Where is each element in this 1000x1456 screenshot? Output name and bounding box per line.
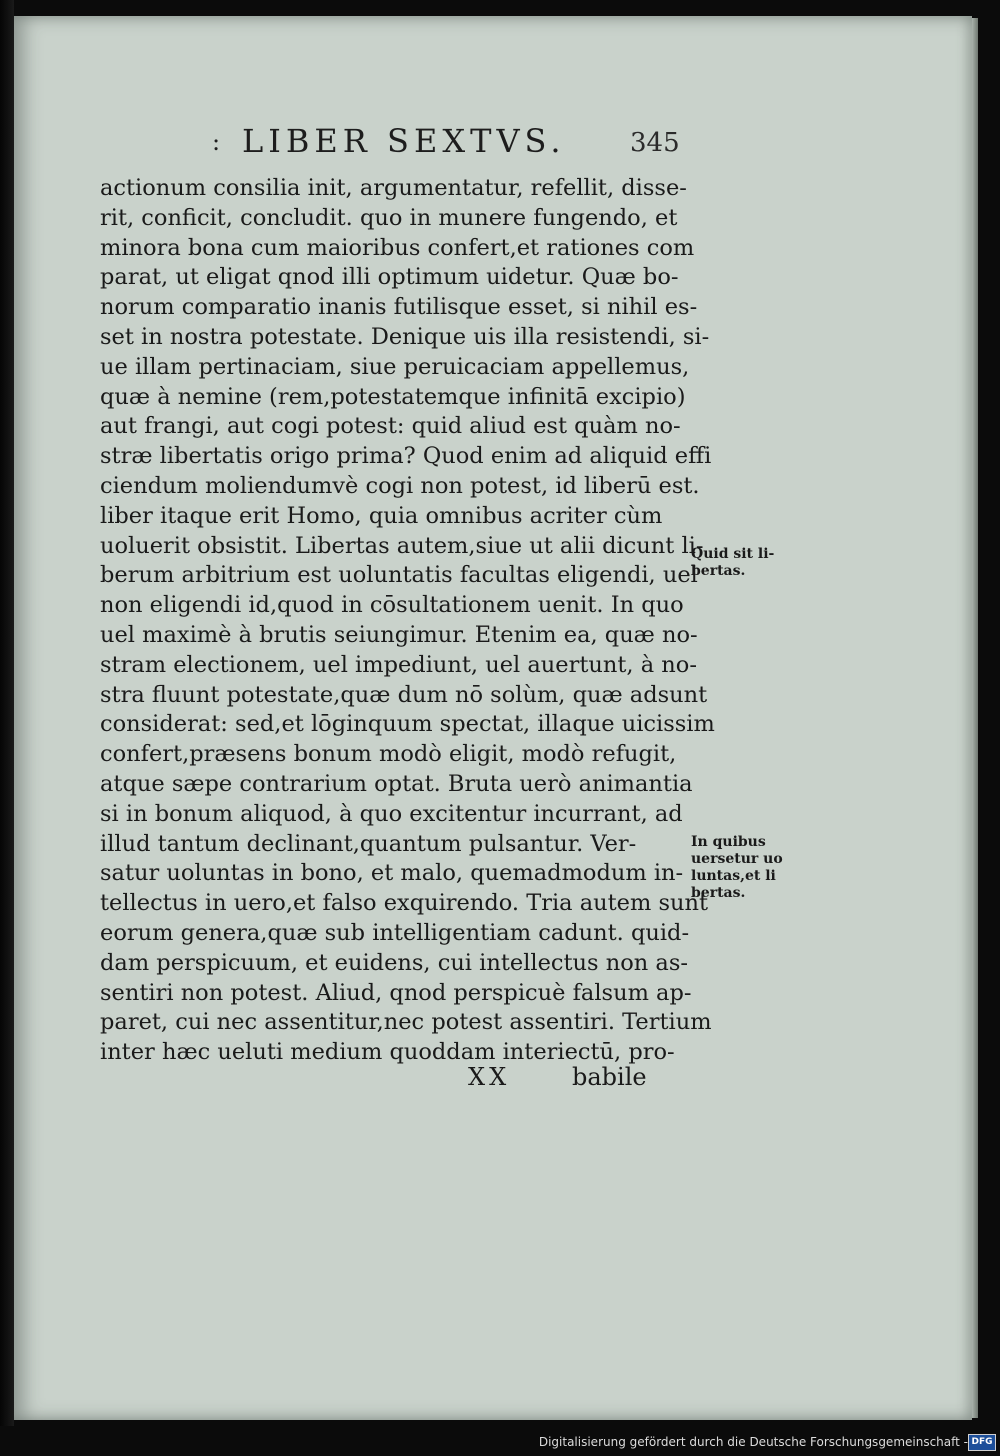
text-line: paret, cui nec assentitur,nec potest assentiri. Tertium	[100, 1009, 712, 1036]
marginal-note-line: bertas.	[691, 885, 746, 901]
marginal-note-libertas	[691, 546, 774, 580]
text-line: considerat: sed,et lōginquum spectat, illaque uicissim	[100, 711, 715, 738]
marginal-note-voluntas	[691, 834, 783, 902]
text-line: si in bonum aliquod, à quo excitentur incurrant, ad	[100, 800, 683, 827]
running-head-mark: :	[212, 128, 223, 156]
dfg-logo-icon: DFG	[968, 1434, 996, 1451]
text-line: illud tantum declinant,quantum pulsantur. Ver-	[100, 830, 637, 857]
text-line: eorum genera,quæ sub intelligentiam cadunt. quid-	[100, 919, 690, 946]
page-number: 345	[630, 128, 680, 158]
text-line: stram electionem, uel impediunt, uel auertunt, à no-	[100, 651, 697, 678]
book-binding-shadow	[0, 0, 14, 1426]
text-line: rit, conficit, concludit. quo in munere fungendo, et	[100, 204, 678, 231]
running-head	[212, 122, 712, 172]
text-line: ue illam pertinaciam, siue peruicaciam appellemus,	[100, 353, 690, 380]
text-line: ciendum moliendumvè cogi non potest, id liberū est.	[100, 472, 700, 499]
running-head-title: LIBER SEXTVS.	[242, 122, 566, 160]
marginal-note-line: uersetur uo	[691, 851, 783, 867]
text-line: sentiri non potest. Aliud, qnod perspicuè falsum ap-	[100, 979, 692, 1006]
signature-mark: XX	[468, 1063, 511, 1091]
page-edge	[972, 18, 978, 1418]
text-line: dam perspicuum, et euidens, cui intellectus non as-	[100, 949, 688, 976]
text-line: stra fluunt potestate,quæ dum nō solùm, quæ adsunt	[100, 681, 708, 708]
text-line: liber itaque erit Homo, quia omnibus acriter cùm	[100, 502, 663, 529]
footer-bar	[0, 1430, 1000, 1456]
text-line: parat, ut eligat qnod illi optimum uidetur. Quæ bo-	[100, 264, 679, 291]
text-line: non eligendi id,quod in cōsultationem uenit. In quo	[100, 592, 684, 619]
text-line: uoluerit obsistit. Libertas autem,siue ut alii dicunt li-	[100, 532, 704, 559]
text-line: stræ libertatis origo prima? Quod enim ad aliquid effi	[100, 443, 712, 470]
text-line: confert,præsens bonum modò eligit, modò refugit,	[100, 741, 677, 768]
marginal-note-line: Quid sit li-	[691, 546, 775, 562]
text-line: berum arbitrium est uoluntatis facultas eligendi, uel	[100, 562, 698, 589]
text-line: actionum consilia init, argumentatur, refellit, disse-	[100, 175, 687, 201]
text-line: set in nostra potestate. Denique uis illa resistendi, si-	[100, 323, 710, 350]
text-line: tellectus in uero,et falso exquirendo. Tria autem sunt	[100, 890, 709, 917]
catchword: babile	[572, 1063, 647, 1091]
text-line: uel maximè à brutis seiungimur. Etenim ea, quæ no-	[100, 621, 698, 648]
marginal-note-line: bertas.	[691, 563, 746, 579]
text-line: atque sæpe contrarium optat. Bruta uerò animantia	[100, 770, 693, 797]
text-line: inter hæc ueluti medium quoddam interiectū, pro-	[100, 1039, 675, 1066]
text-line: minora bona cum maioribus confert,et rationes com	[100, 234, 695, 261]
text-line: aut frangi, aut cogi potest: quid aliud est quàm no-	[100, 413, 681, 440]
footer-credit: Digitalisierung gefördert durch die Deutsche Forschungsgemeinschaft -	[538, 1435, 968, 1449]
text-line: quæ à nemine (rem,potestatemque infinitā excipio)	[100, 383, 686, 410]
main-text-block	[100, 174, 715, 1068]
marginal-note-line: luntas,et li	[691, 868, 776, 884]
marginal-note-line: In quibus	[691, 834, 766, 850]
text-line: satur uoluntas in bono, et malo, quemadmodum in-	[100, 860, 684, 887]
text-line: norum comparatio inanis futilisque esset, si nihil es-	[100, 294, 698, 321]
